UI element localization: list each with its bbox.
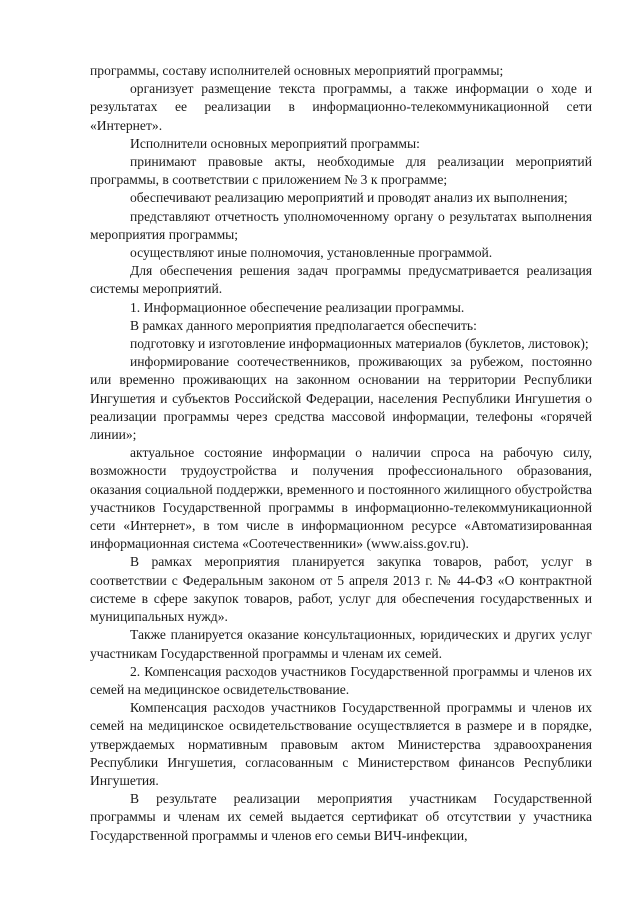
paragraph: информирование соотечественников, проживающих за рубежом, постоянно или временно проживающих на законном основании на территории Республики Ингушетия и субъектов Российской Федерации, населения Республики Ингушетия о реализации программы через средства массовой информации, телефоны «горячей линии»; (90, 354, 592, 443)
paragraph: представляют отчетность уполномоченному органу о результатах выполнения мероприятия программы; (90, 208, 592, 242)
paragraph: В рамках данного мероприятия предполагается обеспечить: (130, 317, 477, 333)
paragraph: Для обеспечения решения задач программы предусматривается реализация системы мероприятий. (90, 263, 592, 297)
paragraph: организует размещение текста программы, а также информации о ходе и результатах ее реализации в информационно-телекоммуникационной сети «Интернет». (90, 81, 592, 133)
paragraph: В результате реализации мероприятия участникам Государственной программы и членам их семей выдается сертификат об отсутствии у участника Государственной программы и членов его семьи ВИЧ-инфекции, (90, 791, 592, 843)
paragraph: В рамках мероприятия планируется закупка товаров, работ, услуг в соответствии с Федеральным законом от 5 апреля 2013 г. № 44-ФЗ «О контрактной системе в сфере закупок товаров, работ, услуг для обеспечения государственных и муниципальных нужд». (90, 554, 592, 625)
paragraph: Также планируется оказание консультационных, юридических и других услуг участникам Государственной программы и членам их семей. (90, 627, 592, 661)
paragraph: актуальное состояние информации о наличии спроса на рабочую силу, возможности трудоустройства и получения профессионального образования, оказания социальной поддержки, временного и постоянного жилищного обустройства участников Государственной программы в информационно-телекоммуникационной сети «Интернет», в том числе в информационном ресурсе «Автоматизированная информационная система «Соотечественники» (www.aiss.gov.ru). (90, 445, 592, 552)
paragraph: осуществляют иные полномочия, установленные программой. (130, 245, 493, 261)
paragraph: принимают правовые акты, необходимые для реализации мероприятий программы, в соответствии с приложением № 3 к программе; (90, 154, 592, 188)
paragraph: обеспечивают реализацию мероприятий и проводят анализ их выполнения; (130, 190, 568, 206)
paragraph: Компенсация расходов участников Государственной программы и членов их семей на медицинское освидетельствование осуществляется в размере и в порядке, утверждаемых нормативным правовым актом Министерства здравоохранения Республики Ингушетия, согласованным с Министерством финансов Республики Ингушетия. (90, 700, 592, 788)
paragraph: Исполнители основных мероприятий программы: (130, 135, 420, 151)
document-page (90, 62, 592, 845)
section-heading: 2. Компенсация расходов участников Государственной программы и членов их семей на медицинское освидетельствование. (90, 663, 592, 697)
section-heading: 1. Информационное обеспечение реализации программы. (130, 299, 465, 315)
paragraph: подготовку и изготовление информационных материалов (буклетов, листовок); (130, 336, 589, 352)
paragraph: программы, составу исполнителей основных мероприятий программы; (90, 63, 504, 78)
